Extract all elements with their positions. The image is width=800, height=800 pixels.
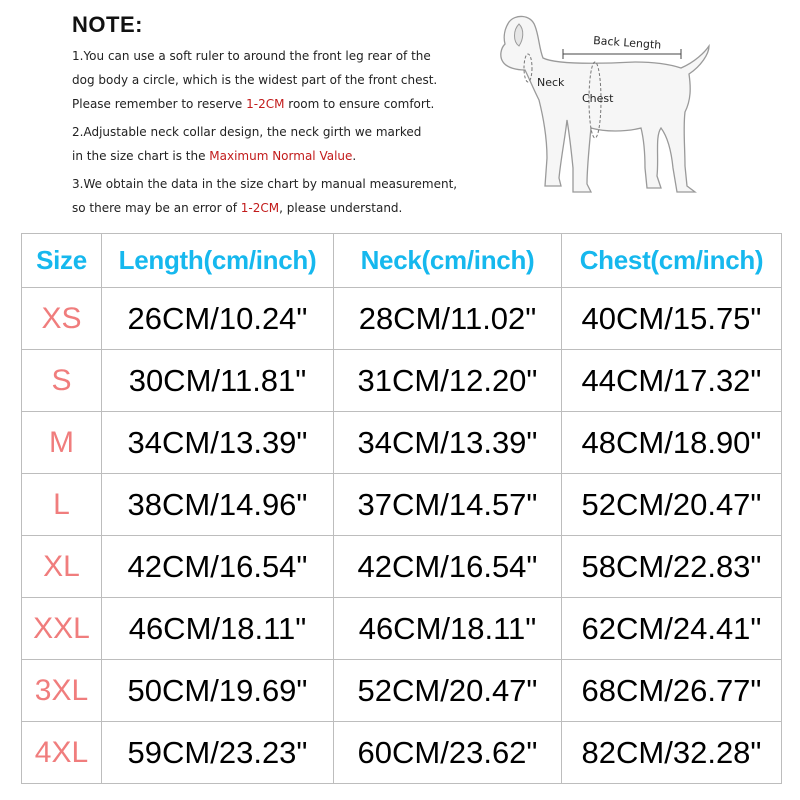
chest-cell: 82CM/32.28" <box>562 722 782 784</box>
note-1-text: Please remember to reserve <box>72 97 247 111</box>
neck-cell: 60CM/23.62" <box>334 722 562 784</box>
length-cell: 59CM/23.23" <box>102 722 334 784</box>
note-1-highlight: 1-2CM <box>246 97 285 111</box>
note-1-line-2: dog body a circle, which is the widest part of the front chest. <box>72 73 438 87</box>
chest-cell: 40CM/15.75" <box>562 288 782 350</box>
neck-cell: 52CM/20.47" <box>334 660 562 722</box>
chest-cell: 52CM/20.47" <box>562 474 782 536</box>
length-cell: 26CM/10.24" <box>102 288 334 350</box>
size-cell: XS <box>22 288 102 350</box>
table-header-row <box>22 234 782 288</box>
table-row <box>22 412 782 474</box>
back-length-label: Back Length <box>592 34 662 52</box>
neck-cell: 31CM/12.20" <box>334 350 562 412</box>
neck-cell: 28CM/11.02" <box>334 288 562 350</box>
length-cell: 38CM/14.96" <box>102 474 334 536</box>
header-length: Length(cm/inch) <box>102 234 334 288</box>
table-row <box>22 660 782 722</box>
chest-cell: 48CM/18.90" <box>562 412 782 474</box>
length-cell: 46CM/18.11" <box>102 598 334 660</box>
neck-cell: 34CM/13.39" <box>334 412 562 474</box>
size-cell: S <box>22 350 102 412</box>
note-2-text: in the size chart is the <box>72 149 210 163</box>
note-2-line-2 <box>72 144 472 168</box>
header-size: Size <box>22 234 102 288</box>
size-cell: 3XL <box>22 660 102 722</box>
note-section <box>72 12 472 220</box>
table-row <box>22 722 782 784</box>
chest-cell: 58CM/22.83" <box>562 536 782 598</box>
header-neck: Neck(cm/inch) <box>334 234 562 288</box>
table-row <box>22 474 782 536</box>
neck-cell: 46CM/18.11" <box>334 598 562 660</box>
note-3-line-1: 3.We obtain the data in the size chart by manual measurement, <box>72 177 458 191</box>
note-3-highlight: 1-2CM <box>240 201 280 215</box>
chest-cell: 44CM/17.32" <box>562 350 782 412</box>
neck-label: Neck <box>537 76 565 89</box>
header-chest: Chest(cm/inch) <box>562 234 782 288</box>
size-chart-table <box>21 233 782 784</box>
note-3-text-end: , please understand. <box>279 201 403 215</box>
length-cell: 30CM/11.81" <box>102 350 334 412</box>
size-cell: XXL <box>22 598 102 660</box>
note-1-text-end: room to ensure comfort. <box>284 97 435 111</box>
length-cell: 34CM/13.39" <box>102 412 334 474</box>
table-row <box>22 598 782 660</box>
size-cell: 4XL <box>22 722 102 784</box>
table-row <box>22 350 782 412</box>
neck-cell: 37CM/14.57" <box>334 474 562 536</box>
dog-measurement-diagram <box>495 8 720 208</box>
size-cell: M <box>22 412 102 474</box>
chest-cell: 68CM/26.77" <box>562 660 782 722</box>
neck-cell: 42CM/16.54" <box>334 536 562 598</box>
note-2-line-1: 2.Adjustable neck collar design, the neck girth we marked <box>72 125 422 139</box>
length-cell: 50CM/19.69" <box>102 660 334 722</box>
note-2-text-end: . <box>352 149 357 163</box>
note-3-line-2 <box>72 196 472 220</box>
note-2-highlight: Maximum Normal Value <box>209 149 353 163</box>
note-1-line-1: 1.You can use a soft ruler to around the front leg rear of the <box>72 49 431 63</box>
note-1-line-3 <box>72 92 472 116</box>
note-3-text: so there may be an error of <box>72 201 241 215</box>
table-row <box>22 536 782 598</box>
length-cell: 42CM/16.54" <box>102 536 334 598</box>
chest-label: Chest <box>582 92 614 105</box>
size-cell: L <box>22 474 102 536</box>
size-cell: XL <box>22 536 102 598</box>
note-title: NOTE: <box>72 12 143 37</box>
chest-cell: 62CM/24.41" <box>562 598 782 660</box>
table-row <box>22 288 782 350</box>
